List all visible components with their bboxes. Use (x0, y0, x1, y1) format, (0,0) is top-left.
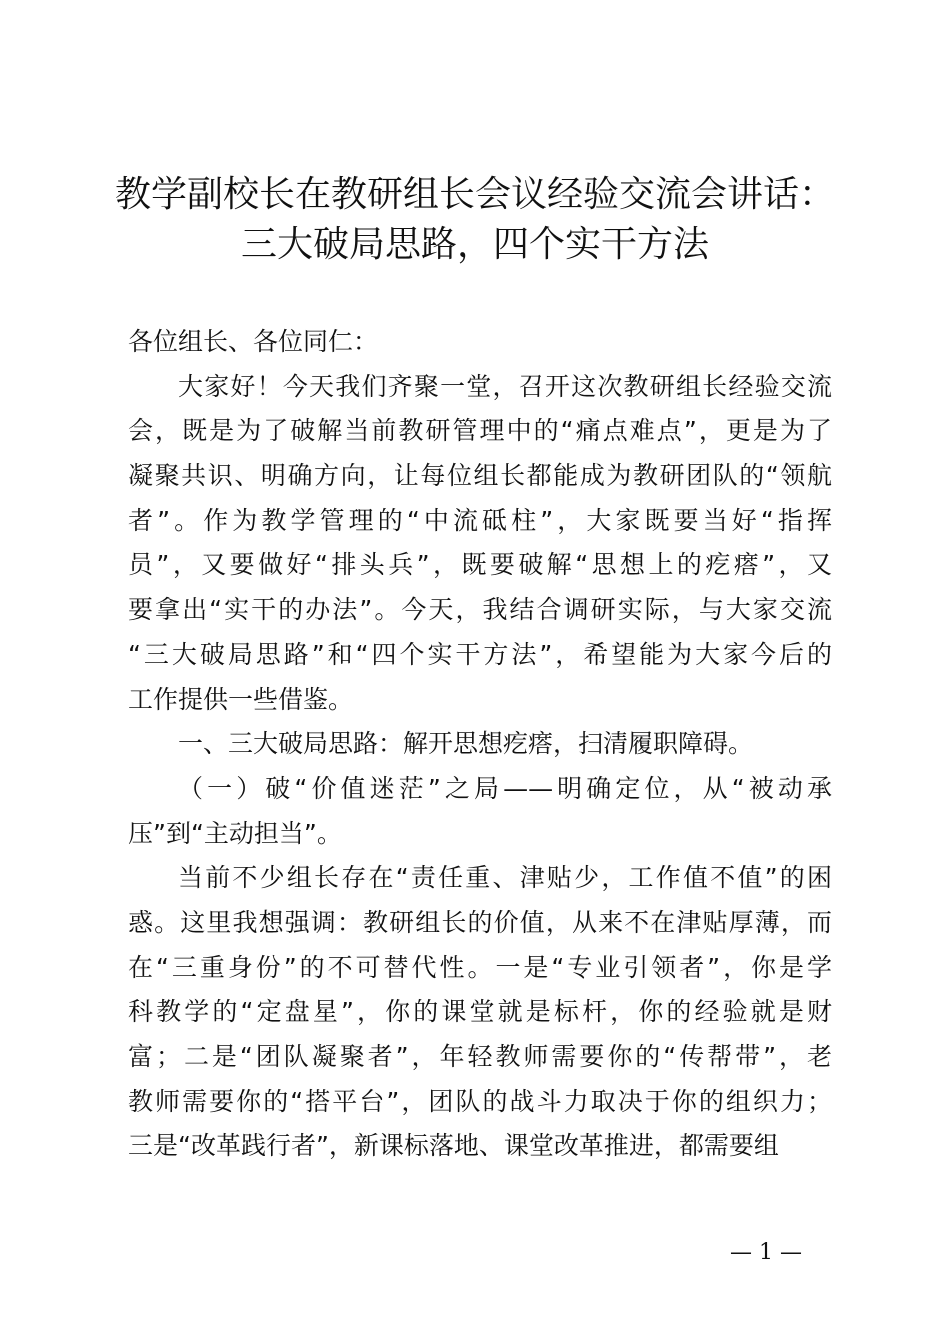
text-line: 当前不少组长存在“责任重、津贴少，工作值不值”的困 (178, 863, 832, 893)
paragraph (128, 856, 832, 1169)
text-line: 大家好！今天我们齐聚一堂，召开这次教研组长经验交流 (178, 371, 832, 401)
text-line: 富；二是“团队凝聚者”，年轻教师需要你的“传帮带”，老 (128, 1042, 832, 1071)
text-line: 员”，又要做好“排头兵”，既要破解“思想上的疙瘩”，又 (128, 550, 832, 580)
document-body (128, 320, 832, 1169)
paragraph (128, 365, 832, 723)
text-line: 要拿出“实干的办法”。今天，我结合调研实际，与大家交流 (128, 595, 832, 625)
title-line-1: 教学副校长在教研组长会议经验交流会讲话： (114, 174, 835, 215)
greeting: 各位组长、各位同仁： (128, 327, 379, 356)
text-line: 一、三大破局思路：解开思想疙瘩，扫清履职障碍。 (178, 729, 754, 759)
text-line: 教师需要你的“搭平台”，团队的战斗力取决于你的组织力； (128, 1086, 832, 1116)
text-line: （一）破“价值迷茫”之局——明确定位，从“被动承 (178, 773, 832, 803)
paragraph (128, 722, 832, 767)
text-line: 凝聚共识、明确方向，让每位组长都能成为教研团队的“领航 (128, 461, 832, 491)
text-line: 压”到“主动担当”。 (128, 818, 342, 848)
text-line: “三大破局思路”和“四个实干方法”，希望能为大家今后的 (128, 639, 832, 669)
text-line: 会，既是为了破解当前教研管理中的“痛点难点”，更是为了 (128, 416, 832, 446)
page-number: — 1 — (730, 1240, 802, 1265)
document-title (0, 170, 950, 270)
text-line: 工作提供一些借鉴。 (128, 684, 354, 714)
paragraph (128, 767, 832, 856)
text-line: 科教学的“定盘星”，你的课堂就是标杆，你的经验就是财 (128, 997, 832, 1027)
text-line: 者”。作为教学管理的“中流砥柱”，大家既要当好“指挥 (128, 505, 832, 535)
text-line: 惑。这里我想强调：教研组长的价值，从来不在津贴厚薄，而 (128, 907, 832, 937)
title-line-2: 三大破局思路，四个实干方法 (240, 224, 709, 265)
text-line: 三是“改革践行者”，新课标落地、课堂改革推进，都需要组 (128, 1131, 779, 1161)
text-line: 在“三重身份”的不可替代性。一是“专业引领者”，你是学 (128, 952, 832, 982)
